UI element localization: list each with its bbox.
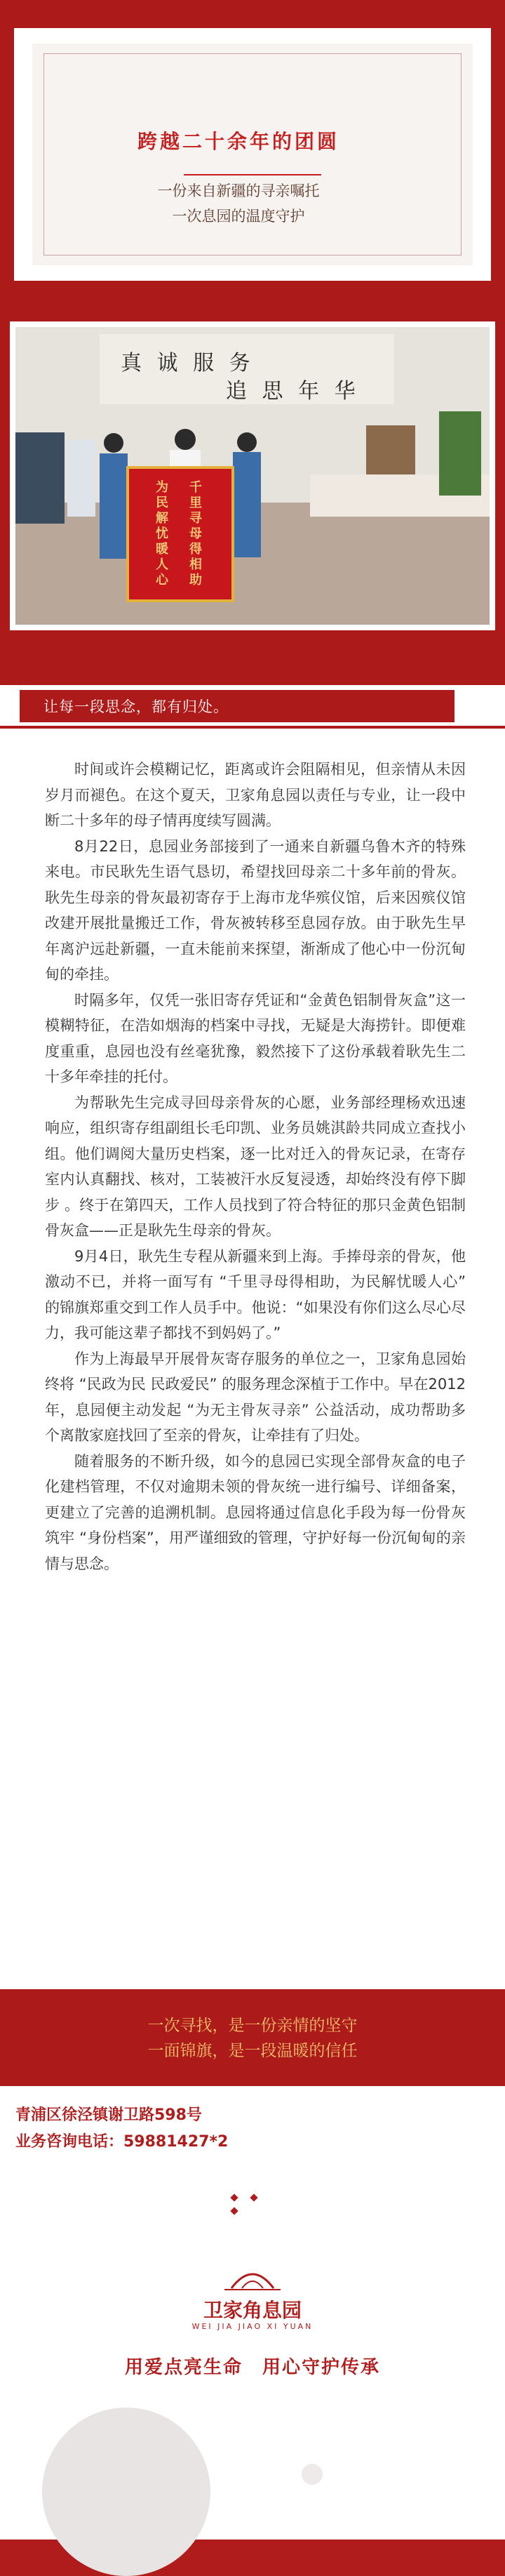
article-paragraph: 为帮耿先生完成寻回母亲骨灰的心愿，业务部经理杨欢迅速响应，组织寄存组副组长毛印凯、业务员姚淇龄共同成立查找小组。他们调阅大量历史档案，逐一比对迁入的骨灰记录，在寄存室内认真翻找、核对，工装被汗水反复浸透，却始终没有停下脚步 。终于在第四天，工作人员找到了符合特征的那只金黄色铝制骨灰盒——正是耿先生母亲的骨灰。 bbox=[45, 1094, 466, 1239]
decorative-circle bbox=[42, 2408, 210, 2576]
divider-dots bbox=[224, 2190, 281, 2198]
article-subtitle-2: 一次息园的温度守护 bbox=[172, 208, 305, 225]
article-paragraph: 随着服务的不断升级，如今的息园已实现全部骨灰盒的电子化建档管理，不仅对逾期未领的骨灰统一进行编号、详细备案，更建立了完善的追溯机制。息园将通过信息化手段为每一份骨灰筑牢 “身份档案”，用严谨细致的管理，守护好每一份沉甸甸的亲情与思念。 bbox=[45, 1452, 466, 1572]
photo-wall-text-2: 追 思 年 华 bbox=[226, 379, 360, 404]
motto-text: 让每一段思念，都有归处。 bbox=[43, 698, 229, 715]
article-paragraph: 时隔多年，仅凭一张旧寄存凭证和“金黄色铝制骨灰盒”这一模糊特征，在浩如烟海的档案中寻找，无疑是大海捞针。即便难度重重，息园也没有丝毫犹豫，毅然接下了这份承载着耿先生二十多年牵挂的托付。 bbox=[45, 991, 466, 1085]
banner-text-1: 千里寻母得相助 bbox=[189, 480, 202, 587]
photo-wall-text-1: 真 诚 服 务 bbox=[121, 351, 255, 376]
article-paragraph: 时间或许会模糊记忆，距离或许会阻隔相见，但亲情从未因岁月而褪色。在这个夏天，卫家角息园以责任与专业，让一段中断二十多年的母子情再度续写圆满。 bbox=[45, 761, 466, 829]
address-text: 青浦区徐泾镇谢卫路598号 bbox=[15, 2106, 202, 2124]
article-title: 跨越二十余年的团圆 bbox=[137, 130, 339, 153]
title-card bbox=[14, 28, 491, 281]
logo-pinyin: WEI JIA JIAO XI YUAN bbox=[191, 2322, 314, 2331]
title-underline bbox=[184, 174, 321, 175]
closing-line-1: 一次寻找，是一份亲情的坚守 bbox=[147, 2017, 358, 2035]
article-subtitle-1: 一份来自新疆的寻亲嘱托 bbox=[157, 182, 320, 199]
event-photo bbox=[15, 327, 490, 625]
article-paragraph: 9月4日，耿先生专程从新疆来到上海。手捧母亲的骨灰，他激动不已，并将一面写有 “千里寻母得相助，为民解忧暖人心” 的锦旗郑重交到工作人员手中。他说：“如果没有你们这么尽心尽力，我可能这辈子都找不到妈妈了。” bbox=[45, 1247, 466, 1341]
footer-slogan: 用爱点亮生命 用心守护传承 bbox=[124, 2357, 380, 2378]
logo-name: 卫家角息园 bbox=[203, 2299, 302, 2322]
phone-text: 业务咨询电话：59881427*2 bbox=[15, 2133, 229, 2151]
article-paragraph: 作为上海最早开展骨灰寄存服务的单位之一，卫家角息园始终将 “民政为民 民政爱民” 的服务理念深植于工作中。早在2012年，息园便主动发起 “为无主骨灰寻亲” 公益活动，成功帮助多个离散家庭找回了至亲的骨灰，让牵挂有了归处。 bbox=[45, 1350, 466, 1444]
article-body bbox=[45, 757, 466, 1576]
banner-text-2: 为民解忧暖人心 bbox=[156, 480, 168, 587]
article-paragraph: 8月22日，息园业务部接到了一通来自新疆乌鲁木齐的特殊来电。市民耿先生语气恳切，希望找回母亲二十多年前的骨灰。耿先生母亲的骨灰最初寄存于上海市龙华殡仪馆，后来因殡仪馆改建开展批量搬迁工作，骨灰被转移至息园存放。由于耿先生早年离沪远赴新疆，一直未能前来探望，渐渐成了他心中一份沉甸甸的牵挂。 bbox=[45, 837, 466, 983]
closing-text bbox=[0, 2013, 505, 2064]
decorative-circle-small bbox=[302, 2464, 323, 2485]
closing-line-2: 一面锦旗，是一段温暖的信任 bbox=[147, 2042, 358, 2060]
